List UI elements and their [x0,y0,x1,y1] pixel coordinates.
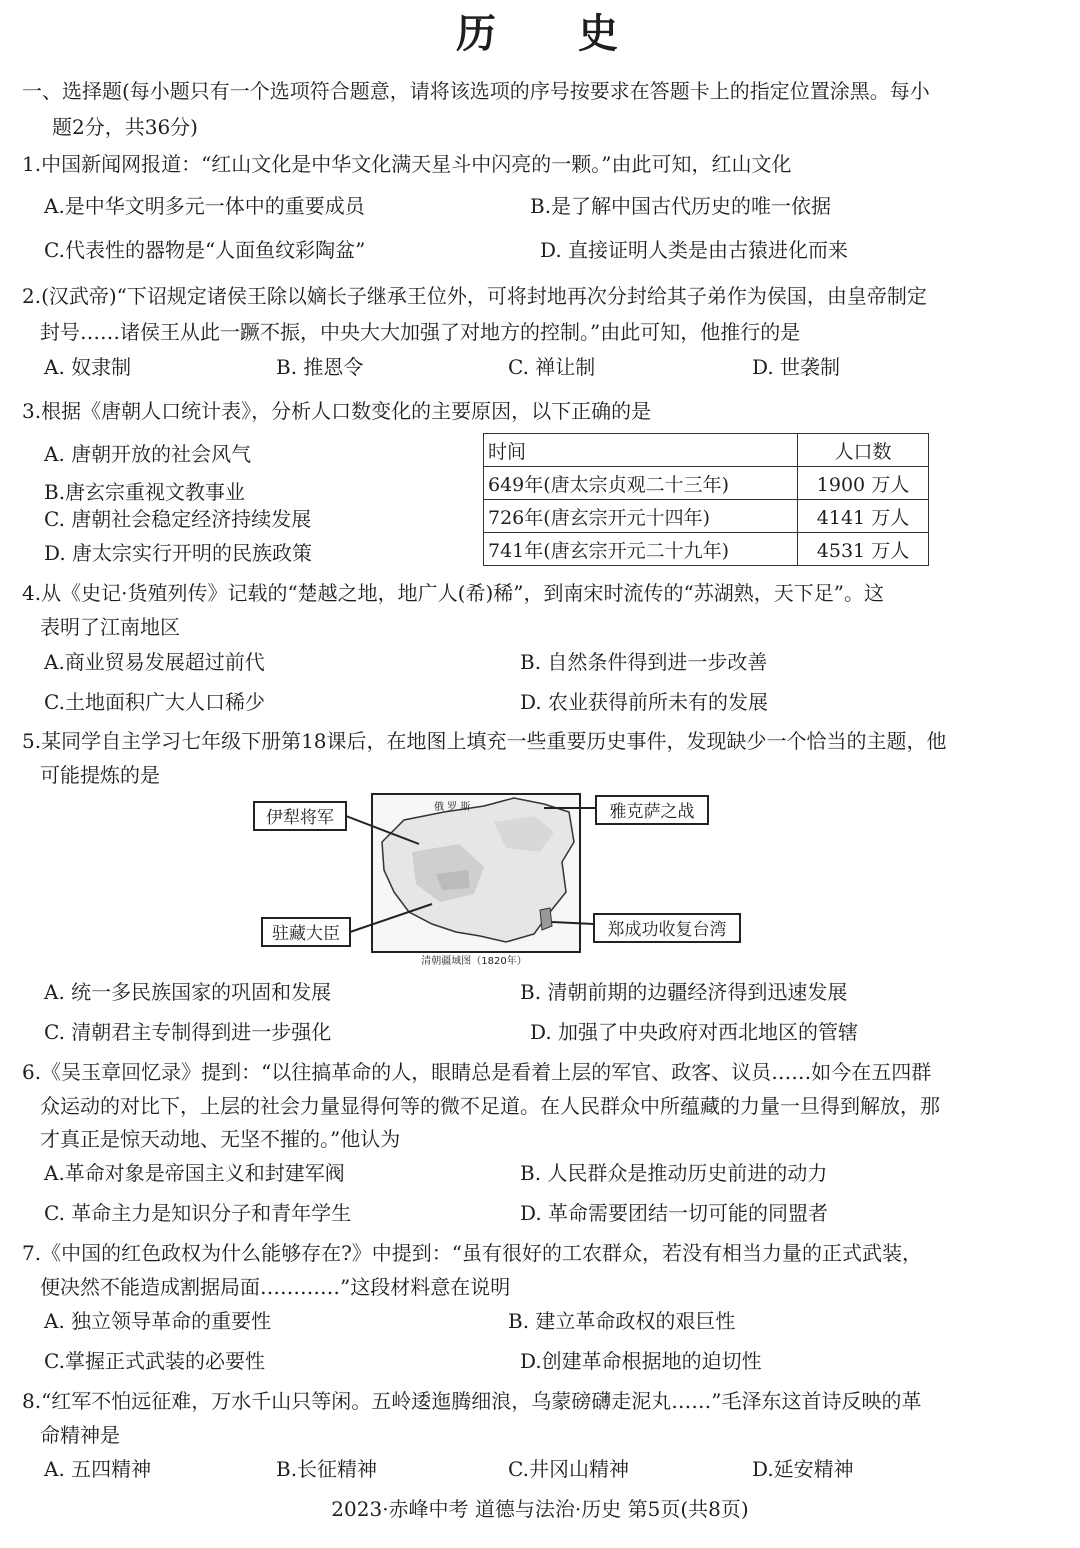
q6-option-d[interactable]: D. 革命需要团结一切可能的同盟者 [520,1201,829,1225]
question-5-stem-cont: 可能提炼的是 [40,763,160,787]
q5-option-c[interactable]: C. 清朝君主专制得到进一步强化 [44,1020,332,1044]
question-6-stem-cont: 众运动的对比下，上层的社会力量显得何等的微不足道。在人民群众中所蕴藏的力量一旦得到解放，那 [40,1094,940,1118]
q1-option-b[interactable]: B.是了解中国古代历史的唯一依据 [530,194,832,218]
q4-option-d[interactable]: D. 农业获得前所未有的发展 [520,690,769,714]
q2-option-b[interactable]: B. 推恩令 [276,355,364,379]
section-instruction-cont: 题2分，共36分) [52,115,198,139]
table-cell-population: 1900 万人 [798,467,929,500]
page-footer: 2023·赤峰中考 道德与法治·历史 第5页(共8页) [331,1497,749,1521]
map-label-zheng-taiwan: 郑成功收复台湾 [607,920,727,940]
table-header-time: 时间 [484,434,798,467]
q4-option-a[interactable]: A.商业贸易发展超过前代 [44,650,265,674]
q3-option-a[interactable]: A. 唐朝开放的社会风气 [44,442,252,466]
q1-option-c[interactable]: C.代表性的器物是“人面鱼纹彩陶盆” [44,238,366,262]
table-header-population: 人口数 [798,434,929,467]
question-4-stem-cont: 表明了江南地区 [40,615,180,639]
table-header-row [484,434,929,467]
table-row [484,500,929,533]
question-8-stem: 8.“红军不怕远征难，万水千山只等闲。五岭逶迤腾细浪，乌蒙磅礴走泥丸……”毛泽东这首诗反映的革 [22,1389,922,1413]
q8-option-b[interactable]: B.长征精神 [276,1457,378,1481]
q2-option-d[interactable]: D. 世袭制 [752,355,841,379]
q7-option-a[interactable]: A. 独立领导革命的重要性 [44,1309,272,1333]
q5-option-b[interactable]: B. 清朝前期的边疆经济得到迅速发展 [520,980,848,1004]
q5-option-a[interactable]: A. 统一多民族国家的巩固和发展 [44,980,332,1004]
q2-option-c[interactable]: C. 禅让制 [508,355,596,379]
table-row [484,533,929,566]
section-instruction: 一、选择题(每小题只有一个选项符合题意，请将该选项的序号按要求在答题卡上的指定位置涂黑。每小 [22,79,930,103]
q3-option-c[interactable]: C. 唐朝社会稳定经济持续发展 [44,507,312,531]
question-8-stem-cont: 命精神是 [40,1423,120,1447]
map-label-ili-general: 伊犁将军 [266,808,334,828]
question-6-stem: 6.《吴玉章回忆录》提到：“以往搞革命的人，眼睛总是看着上层的军官、政客、议员……如今在五四群 [22,1060,932,1084]
q4-option-c[interactable]: C.土地面积广大人口稀少 [44,690,265,714]
q8-option-a[interactable]: A. 五四精神 [44,1457,152,1481]
q8-option-c[interactable]: C.井冈山精神 [508,1457,629,1481]
q7-option-c[interactable]: C.掌握正式武装的必要性 [44,1349,265,1373]
question-3-stem: 3.根据《唐朝人口统计表》，分析人口数变化的主要原因，以下正确的是 [22,399,652,423]
question-5-stem: 5.某同学自主学习七年级下册第18课后，在地图上填充一些重要历史事件，发现缺少一个恰当的主题，他 [22,729,947,753]
map-label-tibet-amban: 驻藏大臣 [272,924,340,944]
question-7-stem: 7.《中国的红色政权为什么能够存在?》中提到：“虽有很好的工农群众，若没有相当力量的正式武装， [22,1241,923,1265]
table-cell-time: 741年(唐玄宗开元二十九年) [484,533,798,566]
table-cell-population: 4141 万人 [798,500,929,533]
q1-option-d[interactable]: D. 直接证明人类是由古猿进化而来 [540,238,849,262]
map-label-albazin: 雅克萨之战 [609,802,695,822]
tang-population-table [483,433,929,566]
q6-option-a[interactable]: A.革命对象是帝国主义和封建军阀 [44,1161,345,1185]
title-char-1: 历 [456,10,502,57]
question-4-stem: 4.从《史记·货殖列传》记载的“楚越之地，地广人(希)稀”，到南宋时流传的“苏湖熟，天下足”。这 [22,581,884,605]
question-7-stem-cont: 便决然不能造成割据局面…………”这段材料意在说明 [40,1275,511,1299]
table-row [484,467,929,500]
q7-option-d[interactable]: D.创建革命根据地的迫切性 [520,1349,762,1373]
q5-option-d[interactable]: D. 加强了中央政府对西北地区的管辖 [530,1020,859,1044]
q2-option-a[interactable]: A. 奴隶制 [44,355,132,379]
q6-option-c[interactable]: C. 革命主力是知识分子和青年学生 [44,1201,352,1225]
question-2-stem-cont: 封号……诸侯王从此一蹶不振，中央大大加强了对地方的控制。”由此可知，他推行的是 [40,320,801,344]
q7-option-b[interactable]: B. 建立革命政权的艰巨性 [508,1309,736,1333]
q8-option-d[interactable]: D.延安精神 [752,1457,854,1481]
page-title [0,8,1080,60]
q1-option-a[interactable]: A.是中华文明多元一体中的重要成员 [44,194,365,218]
table-cell-time: 649年(唐太宗贞观二十三年) [484,467,798,500]
question-2-stem: 2.(汉武帝)“下诏规定诸侯王除以嫡长子继承王位外，可将封地再次分封给其子弟作为侯国，由皇帝制定 [22,284,927,308]
q6-option-b[interactable]: B. 人民群众是推动历史前进的动力 [520,1161,828,1185]
question-6-stem-cont2: 才真正是惊天动地、无坚不摧的。”他认为 [40,1127,401,1151]
q4-option-b[interactable]: B. 自然条件得到进一步改善 [520,650,768,674]
qing-territory-map [244,782,744,967]
table-cell-population: 4531 万人 [798,533,929,566]
map-caption: 清朝疆域图（1820年） [421,956,527,967]
q3-option-d[interactable]: D. 唐太宗实行开明的民族政策 [44,541,313,565]
map-top-text: 俄 罗 斯 [434,802,471,813]
title-char-2: 史 [578,10,624,57]
question-1-stem: 1.中国新闻网报道：“红山文化是中华文化满天星斗中闪亮的一颗。”由此可知，红山文化 [22,152,792,176]
table-cell-time: 726年(唐玄宗开元十四年) [484,500,798,533]
q3-option-b[interactable]: B.唐玄宗重视文教事业 [44,480,246,504]
